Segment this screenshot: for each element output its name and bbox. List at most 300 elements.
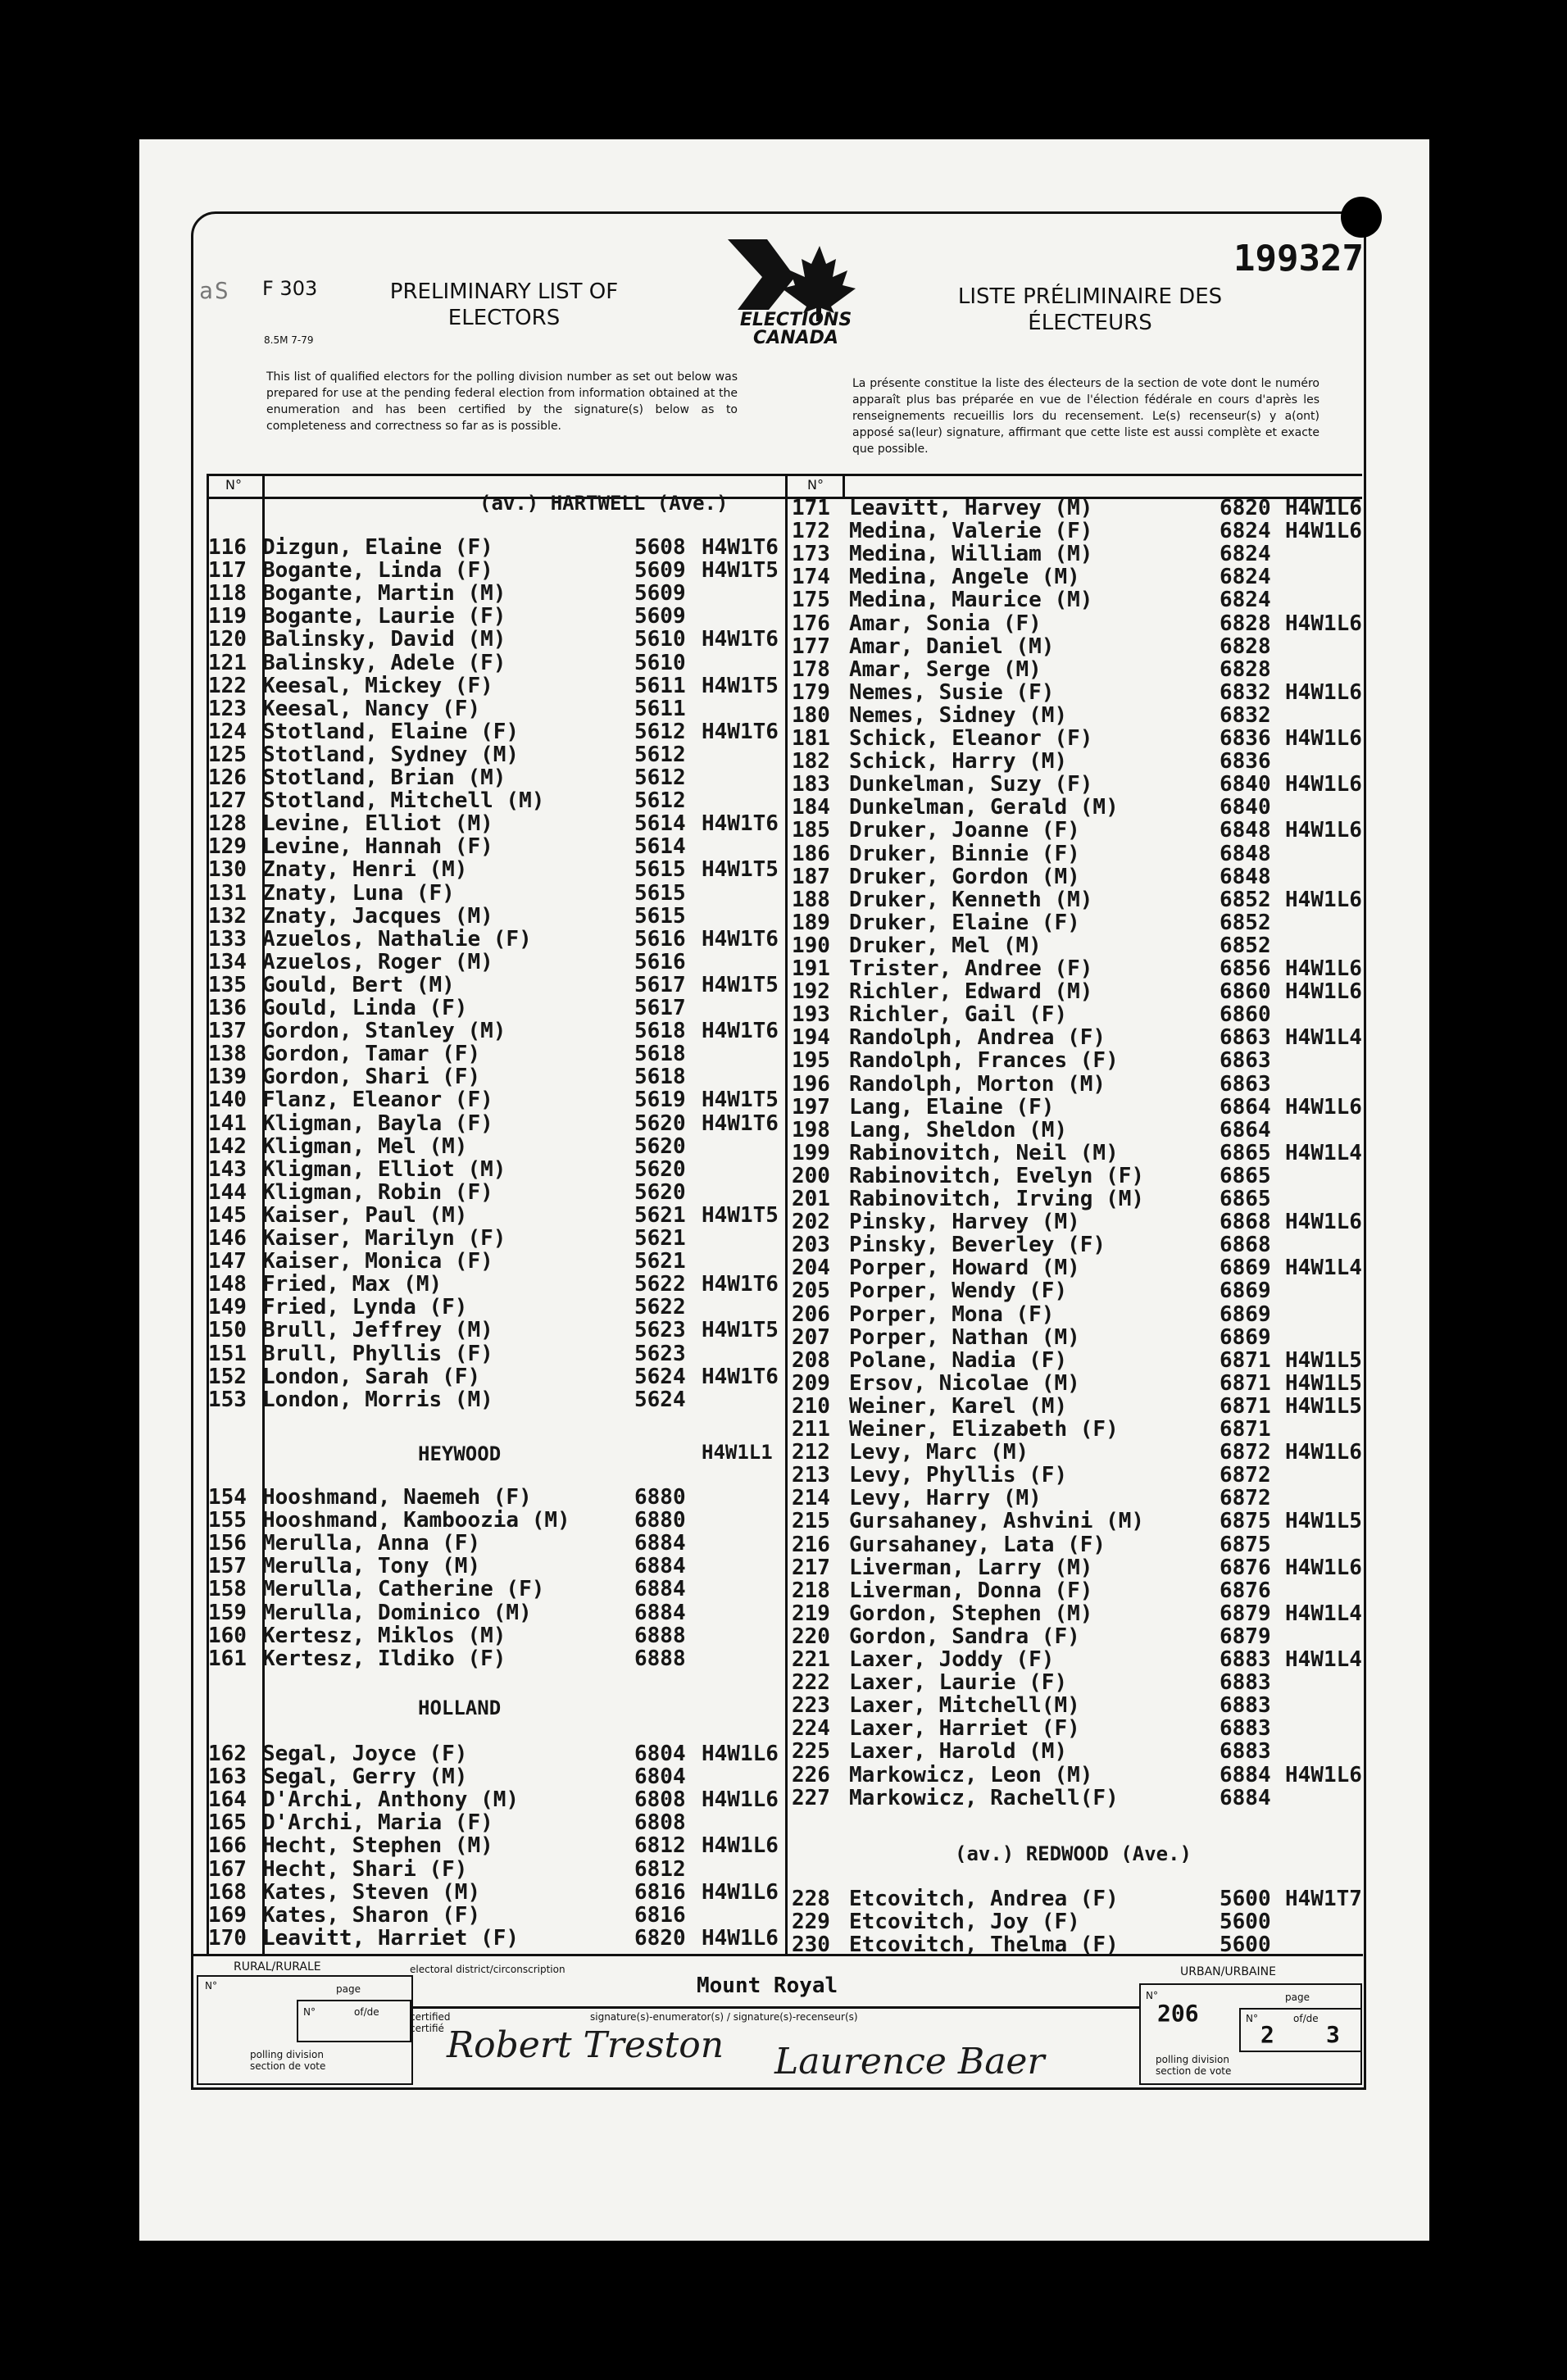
elector-civic: 6880	[634, 1508, 686, 1533]
elector-civic: 5612	[634, 765, 686, 790]
elector-post: H4W1L5	[1285, 1393, 1362, 1419]
elector-civic: 6880	[634, 1485, 686, 1510]
elector-n: 122	[208, 673, 247, 698]
elector-civic: 6848	[1220, 841, 1271, 866]
elector-civic: 5624	[634, 1364, 686, 1389]
elector-post: H4W1L4	[1285, 1140, 1362, 1165]
elector-post: H4W1T6	[702, 1111, 779, 1136]
signature-1: Robert Treston	[447, 2024, 724, 2066]
elector-name: Laxer, Harold (M)	[849, 1739, 1068, 1765]
elector-n: 207	[792, 1324, 830, 1350]
elector-n: 211	[792, 1417, 830, 1442]
elector-post: H4W1L4	[1285, 1256, 1362, 1281]
elector-n: 174	[792, 565, 830, 590]
elector-n: 123	[208, 696, 247, 721]
elector-civic: 5608	[634, 535, 686, 560]
elector-post: H4W1T5	[702, 673, 779, 698]
elector-name: Laxer, Harriet (F)	[849, 1716, 1080, 1742]
elector-civic: 6804	[634, 1742, 686, 1766]
elector-civic: 5612	[634, 719, 686, 744]
elector-name: Merulla, Catherine (F)	[262, 1577, 545, 1602]
elector-name: Lang, Sheldon (M)	[849, 1117, 1068, 1142]
elector-name: Stotland, Elaine (F)	[262, 719, 520, 744]
elector-n: 199	[792, 1140, 830, 1165]
elector-post: H4W1L6	[1285, 1762, 1362, 1787]
elector-name: Etcovitch, Andrea (F)	[849, 1887, 1119, 1911]
elector-n: 130	[208, 857, 247, 883]
elector-n: 191	[792, 956, 830, 981]
elector-civic: 6852	[1220, 933, 1271, 958]
elector-n: 187	[792, 864, 830, 889]
elector-name: Kertesz, Ildiko (F)	[262, 1646, 506, 1671]
elector-name: Segal, Joyce (F)	[262, 1742, 468, 1766]
elector-civic: 6864	[1220, 1094, 1271, 1120]
elector-name: Znaty, Henri (M)	[262, 857, 468, 883]
elector-n: 181	[792, 726, 830, 751]
elector-name: Markowicz, Leon (M)	[849, 1762, 1093, 1787]
elector-n: 167	[208, 1856, 247, 1882]
elector-n: 131	[208, 880, 247, 906]
certified-label: certified	[410, 2011, 451, 2023]
elector-name: Rabinovitch, Neil (M)	[849, 1140, 1119, 1165]
elector-civic: 5612	[634, 742, 686, 767]
elector-civic: 6875	[1220, 1509, 1271, 1534]
elector-name: Azuelos, Nathalie (F)	[262, 926, 532, 952]
elector-name: Keesal, Nancy (F)	[262, 696, 481, 721]
elector-name: Laxer, Mitchell(M)	[849, 1693, 1080, 1719]
elector-n: 223	[792, 1693, 830, 1719]
elector-n: 147	[208, 1249, 247, 1274]
elector-civic: 6863	[1220, 1048, 1271, 1074]
no-label-left: N°	[225, 477, 242, 493]
punch-hole	[1341, 197, 1382, 238]
elector-name: Levy, Marc (M)	[849, 1440, 1029, 1465]
elector-n: 151	[208, 1341, 247, 1366]
elector-civic: 6888	[634, 1623, 686, 1648]
urban-of-label: of/de	[1293, 2013, 1319, 2024]
elector-n: 145	[208, 1202, 247, 1228]
elector-n: 179	[792, 679, 830, 705]
elector-civic: 5616	[634, 949, 686, 974]
page-total: 3	[1326, 2021, 1340, 2048]
elector-civic: 5619	[634, 1088, 686, 1113]
elector-name: Fried, Max (M)	[262, 1272, 443, 1297]
elector-civic: 6832	[1220, 679, 1271, 705]
elector-name: Medina, Angele (M)	[849, 565, 1080, 590]
elector-n: 136	[208, 996, 247, 1020]
elector-post: H4W1T6	[702, 1364, 779, 1389]
elector-name: Kligman, Mel (M)	[262, 1133, 468, 1159]
elector-n: 206	[792, 1301, 830, 1327]
elector-post: H4W1L5	[1285, 1347, 1362, 1373]
elector-name: Kligman, Elliot (M)	[262, 1156, 506, 1182]
elector-post: H4W1T5	[702, 1202, 779, 1228]
rural-of-label: of/de	[354, 2006, 379, 2018]
elector-n: 202	[792, 1210, 830, 1235]
elector-civic: 5622	[634, 1272, 686, 1297]
elector-name: Nemes, Susie (F)	[849, 679, 1055, 705]
elector-n: 120	[208, 627, 247, 652]
elector-n: 183	[792, 772, 830, 797]
elector-n: 150	[208, 1318, 247, 1343]
elector-name: Leavitt, Harriet (F)	[262, 1925, 520, 1951]
elector-name: Flanz, Eleanor (F)	[262, 1088, 493, 1113]
elector-civic: 6871	[1220, 1370, 1271, 1396]
district-label: electoral district/circonscription	[410, 1964, 565, 1975]
elector-n: 142	[208, 1133, 247, 1159]
elector-n: 222	[792, 1670, 830, 1696]
elector-civic: 6884	[634, 1531, 686, 1556]
elector-n: 225	[792, 1739, 830, 1765]
elector-civic: 6836	[1220, 726, 1271, 751]
elector-civic: 6869	[1220, 1301, 1271, 1327]
elector-n: 165	[208, 1810, 247, 1836]
elector-civic: 6828	[1220, 656, 1271, 682]
elector-n: 173	[792, 542, 830, 567]
elector-civic: 5600	[1220, 1887, 1271, 1911]
elector-civic: 5620	[634, 1179, 686, 1205]
elector-name: Gordon, Stephen (M)	[849, 1601, 1093, 1626]
elector-name: Liverman, Larry (M)	[849, 1555, 1093, 1580]
elector-civic: 5615	[634, 857, 686, 883]
elector-post: H4W1T5	[702, 1318, 779, 1343]
elector-n: 224	[792, 1716, 830, 1742]
elector-n: 159	[208, 1600, 247, 1625]
elector-civic: 6832	[1220, 702, 1271, 728]
elector-post: H4W1L6	[702, 1833, 779, 1859]
elector-n: 210	[792, 1393, 830, 1419]
elector-n: 132	[208, 903, 247, 929]
elector-civic: 6883	[1220, 1739, 1271, 1765]
elector-n: 177	[792, 634, 830, 659]
elector-civic: 6871	[1220, 1393, 1271, 1419]
elector-civic: 6872	[1220, 1440, 1271, 1465]
footer-top-rule	[191, 1954, 1363, 1956]
certifie-label: certifié	[410, 2023, 444, 2034]
elector-name: Trister, Andree (F)	[849, 956, 1093, 981]
form-small-code: 8.5M 7-79	[264, 334, 314, 346]
elector-name: Laxer, Joddy (F)	[849, 1647, 1055, 1672]
rural-section-label: section de vote	[250, 2060, 326, 2072]
elector-name: Druker, Kenneth (M)	[849, 887, 1093, 912]
rural-no-label: N°	[205, 1980, 217, 1992]
elector-name: Pinsky, Harvey (M)	[849, 1210, 1080, 1235]
elector-civic: 6840	[1220, 795, 1271, 820]
elector-post: H4W1L6	[1285, 519, 1362, 544]
elector-civic: 5621	[634, 1249, 686, 1274]
urban-label: URBAN/URBAINE	[1180, 1965, 1276, 1978]
elector-n: 195	[792, 1048, 830, 1074]
right-number-divider	[843, 474, 845, 498]
elector-n: 169	[208, 1902, 247, 1928]
logo-x-mark	[728, 239, 795, 310]
elector-civic: 5611	[634, 696, 686, 721]
elector-n: 184	[792, 795, 830, 820]
elector-n: 200	[792, 1163, 830, 1188]
elector-n: 219	[792, 1601, 830, 1626]
elector-name: Dunkelman, Gerald (M)	[849, 795, 1119, 820]
elector-post: H4W1T6	[702, 1019, 779, 1044]
no-label-right: N°	[807, 477, 824, 493]
elector-n: 216	[792, 1532, 830, 1557]
elector-n: 127	[208, 788, 247, 814]
elector-name: Druker, Binnie (F)	[849, 841, 1080, 866]
elector-civic: 5618	[634, 1019, 686, 1044]
elector-post: H4W1L6	[702, 1925, 779, 1951]
elector-name: Medina, William (M)	[849, 542, 1093, 567]
elector-civic: 5618	[634, 1042, 686, 1067]
signature-label: signature(s)-enumerator(s) / signature(s)-recenseur(s)	[590, 2011, 858, 2023]
elector-post: H4W1L4	[1285, 1601, 1362, 1626]
elector-civic: 5616	[634, 926, 686, 952]
elector-civic: 5621	[634, 1202, 686, 1228]
elector-n: 176	[792, 611, 830, 636]
faded-stamp: aS	[199, 277, 230, 304]
elector-civic: 6883	[1220, 1647, 1271, 1672]
elector-civic: 6876	[1220, 1555, 1271, 1580]
elector-name: Znaty, Luna (F)	[262, 880, 455, 906]
elector-n: 137	[208, 1019, 247, 1044]
elector-civic: 6883	[1220, 1716, 1271, 1742]
section-header: (av.) REDWOOD (Ave.)	[955, 1842, 1192, 1865]
elector-name: Pinsky, Beverley (F)	[849, 1233, 1106, 1258]
elector-post: H4W1L6	[1285, 818, 1362, 843]
elector-name: Bogante, Laurie (F)	[262, 604, 506, 629]
elector-n: 227	[792, 1785, 830, 1810]
elector-name: Hooshmand, Kamboozia (M)	[262, 1508, 570, 1533]
rural-label: RURAL/RURALE	[234, 1960, 321, 1973]
elector-name: Nemes, Sidney (M)	[849, 702, 1068, 728]
elector-civic: 5621	[634, 1226, 686, 1251]
elector-civic: 5610	[634, 627, 686, 652]
elector-name: Schick, Eleanor (F)	[849, 726, 1093, 751]
elector-name: Kligman, Bayla (F)	[262, 1111, 493, 1136]
elector-post: H4W1L6	[702, 1787, 779, 1813]
elector-n: 139	[208, 1065, 247, 1090]
rural-page-no-label: N°	[303, 2006, 316, 2018]
elector-name: Lang, Elaine (F)	[849, 1094, 1055, 1120]
elector-civic: 5624	[634, 1387, 686, 1412]
elector-civic: 6848	[1220, 864, 1271, 889]
elector-post: H4W1L6	[1285, 1210, 1362, 1235]
elector-name: Porper, Howard (M)	[849, 1256, 1080, 1281]
elector-n: 190	[792, 933, 830, 958]
elector-civic: 6884	[1220, 1785, 1271, 1810]
elector-n: 214	[792, 1486, 830, 1511]
elector-n: 172	[792, 519, 830, 544]
elector-n: 196	[792, 1071, 830, 1097]
elector-n: 163	[208, 1765, 247, 1790]
elector-civic: 5610	[634, 650, 686, 675]
rural-polling-label: polling division	[250, 2049, 324, 2060]
elector-n: 192	[792, 979, 830, 1005]
elector-civic: 6871	[1220, 1417, 1271, 1442]
elector-civic: 6828	[1220, 634, 1271, 659]
elector-civic: 5617	[634, 996, 686, 1020]
elector-n: 208	[792, 1347, 830, 1373]
elector-n: 119	[208, 604, 247, 629]
elector-name: Laxer, Laurie (F)	[849, 1670, 1068, 1696]
urban-page-no-label: N°	[1246, 2013, 1258, 2024]
list-top-rule	[207, 474, 1362, 476]
elector-n: 170	[208, 1925, 247, 1951]
page-number: 2	[1260, 2021, 1274, 2048]
elector-post: H4W1L5	[1285, 1509, 1362, 1534]
elector-civic: 6808	[634, 1787, 686, 1813]
elector-n: 140	[208, 1088, 247, 1113]
elector-post: H4W1T5	[702, 857, 779, 883]
elector-name: Kates, Sharon (F)	[262, 1902, 481, 1928]
elector-post: H4W1T6	[702, 627, 779, 652]
elector-name: D'Archi, Anthony (M)	[262, 1787, 520, 1813]
elector-n: 158	[208, 1577, 247, 1602]
elector-post: H4W1L6	[1285, 1555, 1362, 1580]
section-header: (av.) HARTWELL (Ave.)	[479, 492, 729, 515]
elector-n: 146	[208, 1226, 247, 1251]
elector-n: 164	[208, 1787, 247, 1813]
elector-civic: 5620	[634, 1133, 686, 1159]
elector-post: H4W1L4	[1285, 1647, 1362, 1672]
intro-french: La présente constitue la liste des électeurs de la section de vote dont le numéro apparaît plus bas préparée en vue de l'élection fédérale en cours d'après les renseignements recueillis lors du recensement. Le(s) recenseur(s) y a(ont) apposé sa(leur) signature, affirmant que cette liste est aussi complète et exacte que possible.	[852, 377, 1319, 456]
elector-n: 182	[792, 749, 830, 774]
elector-name: Rabinovitch, Evelyn (F)	[849, 1163, 1145, 1188]
elector-post: H4W1L6	[1285, 979, 1362, 1005]
elector-name: Brull, Phyllis (F)	[262, 1341, 493, 1366]
elector-civic: 5615	[634, 880, 686, 906]
elector-n: 118	[208, 581, 247, 606]
elector-name: Randolph, Morton (M)	[849, 1071, 1106, 1097]
elector-post: H4W1T6	[702, 811, 779, 837]
elector-civic: 6816	[634, 1902, 686, 1928]
elector-civic: 6865	[1220, 1140, 1271, 1165]
elector-name: Balinsky, Adele (F)	[262, 650, 506, 675]
serial-number: 199327	[1233, 238, 1364, 279]
elector-n: 204	[792, 1256, 830, 1281]
elector-n: 144	[208, 1179, 247, 1205]
title-french: LISTE PRÉLIMINAIRE DES ÉLECTEURS	[957, 284, 1223, 335]
elector-civic: 5609	[634, 581, 686, 606]
elector-civic: 6816	[634, 1879, 686, 1905]
elector-name: Kaiser, Marilyn (F)	[262, 1226, 506, 1251]
elector-n: 180	[792, 702, 830, 728]
elector-civic: 6860	[1220, 1002, 1271, 1028]
elector-civic: 5600	[1220, 1933, 1271, 1958]
elector-name: Medina, Valerie (F)	[849, 519, 1093, 544]
elector-name: Liverman, Donna (F)	[849, 1578, 1093, 1603]
elector-name: Gould, Bert (M)	[262, 972, 455, 997]
elector-civic: 6883	[1220, 1670, 1271, 1696]
elector-name: Stotland, Mitchell (M)	[262, 788, 545, 814]
elector-civic: 5614	[634, 811, 686, 837]
elector-name: Stotland, Sydney (M)	[262, 742, 520, 767]
elector-name: Druker, Gordon (M)	[849, 864, 1080, 889]
elector-name: Etcovitch, Thelma (F)	[849, 1933, 1119, 1958]
elector-post: H4W1L6	[1285, 887, 1362, 912]
elector-n: 143	[208, 1156, 247, 1182]
elector-name: Gordon, Stanley (M)	[262, 1019, 506, 1044]
elector-name: Dizgun, Elaine (F)	[262, 535, 493, 560]
elector-civic: 6808	[634, 1810, 686, 1836]
elector-name: Gordon, Tamar (F)	[262, 1042, 481, 1067]
form-code: F 303	[262, 277, 318, 300]
urban-section-label: section de vote	[1156, 2065, 1232, 2077]
elector-post: H4W1L6	[1285, 1094, 1362, 1120]
elector-civic: 6884	[634, 1554, 686, 1579]
elector-n: 212	[792, 1440, 830, 1465]
elector-name: Fried, Lynda (F)	[262, 1295, 468, 1320]
elector-n: 218	[792, 1578, 830, 1603]
elector-name: Levine, Hannah (F)	[262, 834, 493, 860]
elector-n: 116	[208, 535, 247, 560]
elector-post: H4W1L6	[1285, 611, 1362, 636]
elector-n: 197	[792, 1094, 830, 1120]
urban-no-label: N°	[1146, 1990, 1158, 2001]
elector-name: Keesal, Mickey (F)	[262, 673, 493, 698]
elector-name: Markowicz, Rachell(F)	[849, 1785, 1119, 1810]
elector-n: 121	[208, 650, 247, 675]
elector-civic: 6876	[1220, 1578, 1271, 1603]
elector-post: H4W1L6	[1285, 956, 1362, 981]
elector-civic: 6856	[1220, 956, 1271, 981]
elector-post: H4W1T5	[702, 1088, 779, 1113]
elector-n: 168	[208, 1879, 247, 1905]
elector-n: 138	[208, 1042, 247, 1067]
elector-civic: 5623	[634, 1341, 686, 1366]
elector-name: Amar, Sonia (F)	[849, 611, 1042, 636]
elector-civic: 6884	[634, 1577, 686, 1602]
elector-name: Porper, Wendy (F)	[849, 1279, 1068, 1304]
elector-name: Etcovitch, Joy (F)	[849, 1910, 1080, 1935]
elector-n: 156	[208, 1531, 247, 1556]
elector-n: 134	[208, 949, 247, 974]
elector-name: Weiner, Elizabeth (F)	[849, 1417, 1119, 1442]
elector-post: H4W1T6	[702, 719, 779, 744]
elector-n: 226	[792, 1762, 830, 1787]
elector-name: Segal, Gerry (M)	[262, 1765, 468, 1790]
elector-civic: 6868	[1220, 1210, 1271, 1235]
elector-n: 126	[208, 765, 247, 790]
list-header-rule	[207, 497, 1362, 499]
elector-name: Dunkelman, Suzy (F)	[849, 772, 1093, 797]
elector-civic: 6840	[1220, 772, 1271, 797]
elector-civic: 6863	[1220, 1025, 1271, 1051]
elector-civic: 6865	[1220, 1163, 1271, 1188]
elector-civic: 6869	[1220, 1256, 1271, 1281]
district-rule	[410, 2006, 1139, 2009]
elector-n: 154	[208, 1485, 247, 1510]
elector-name: Druker, Elaine (F)	[849, 910, 1080, 935]
section-header: H4W1L1	[702, 1441, 773, 1464]
logo-text: ELECTIONS CANADA	[739, 310, 852, 348]
elector-name: Rabinovitch, Irving (M)	[849, 1187, 1145, 1211]
elector-civic: 6824	[1220, 565, 1271, 590]
elector-n: 161	[208, 1646, 247, 1671]
elector-civic: 6865	[1220, 1187, 1271, 1211]
center-divider	[785, 474, 788, 1954]
intro-english: This list of qualified electors for the polling division number as set out below was prepared for use at the pending federal election from information obtained at the enumeration and has been certified by the signature(s) below as to completeness and correctness so far as is possible.	[266, 370, 738, 433]
elector-n: 141	[208, 1111, 247, 1136]
elector-civic: 6820	[1220, 496, 1271, 520]
elector-name: Polane, Nadia (F)	[849, 1347, 1068, 1373]
elector-civic: 6884	[634, 1600, 686, 1625]
elector-n: 171	[792, 496, 830, 520]
elector-civic: 5609	[634, 604, 686, 629]
section-header: HOLLAND	[418, 1696, 502, 1719]
elector-post: H4W1L6	[702, 1742, 779, 1766]
section-header: HEYWOOD	[418, 1442, 502, 1465]
elector-name: Brull, Jeffrey (M)	[262, 1318, 493, 1343]
elector-name: Balinsky, David (M)	[262, 627, 506, 652]
